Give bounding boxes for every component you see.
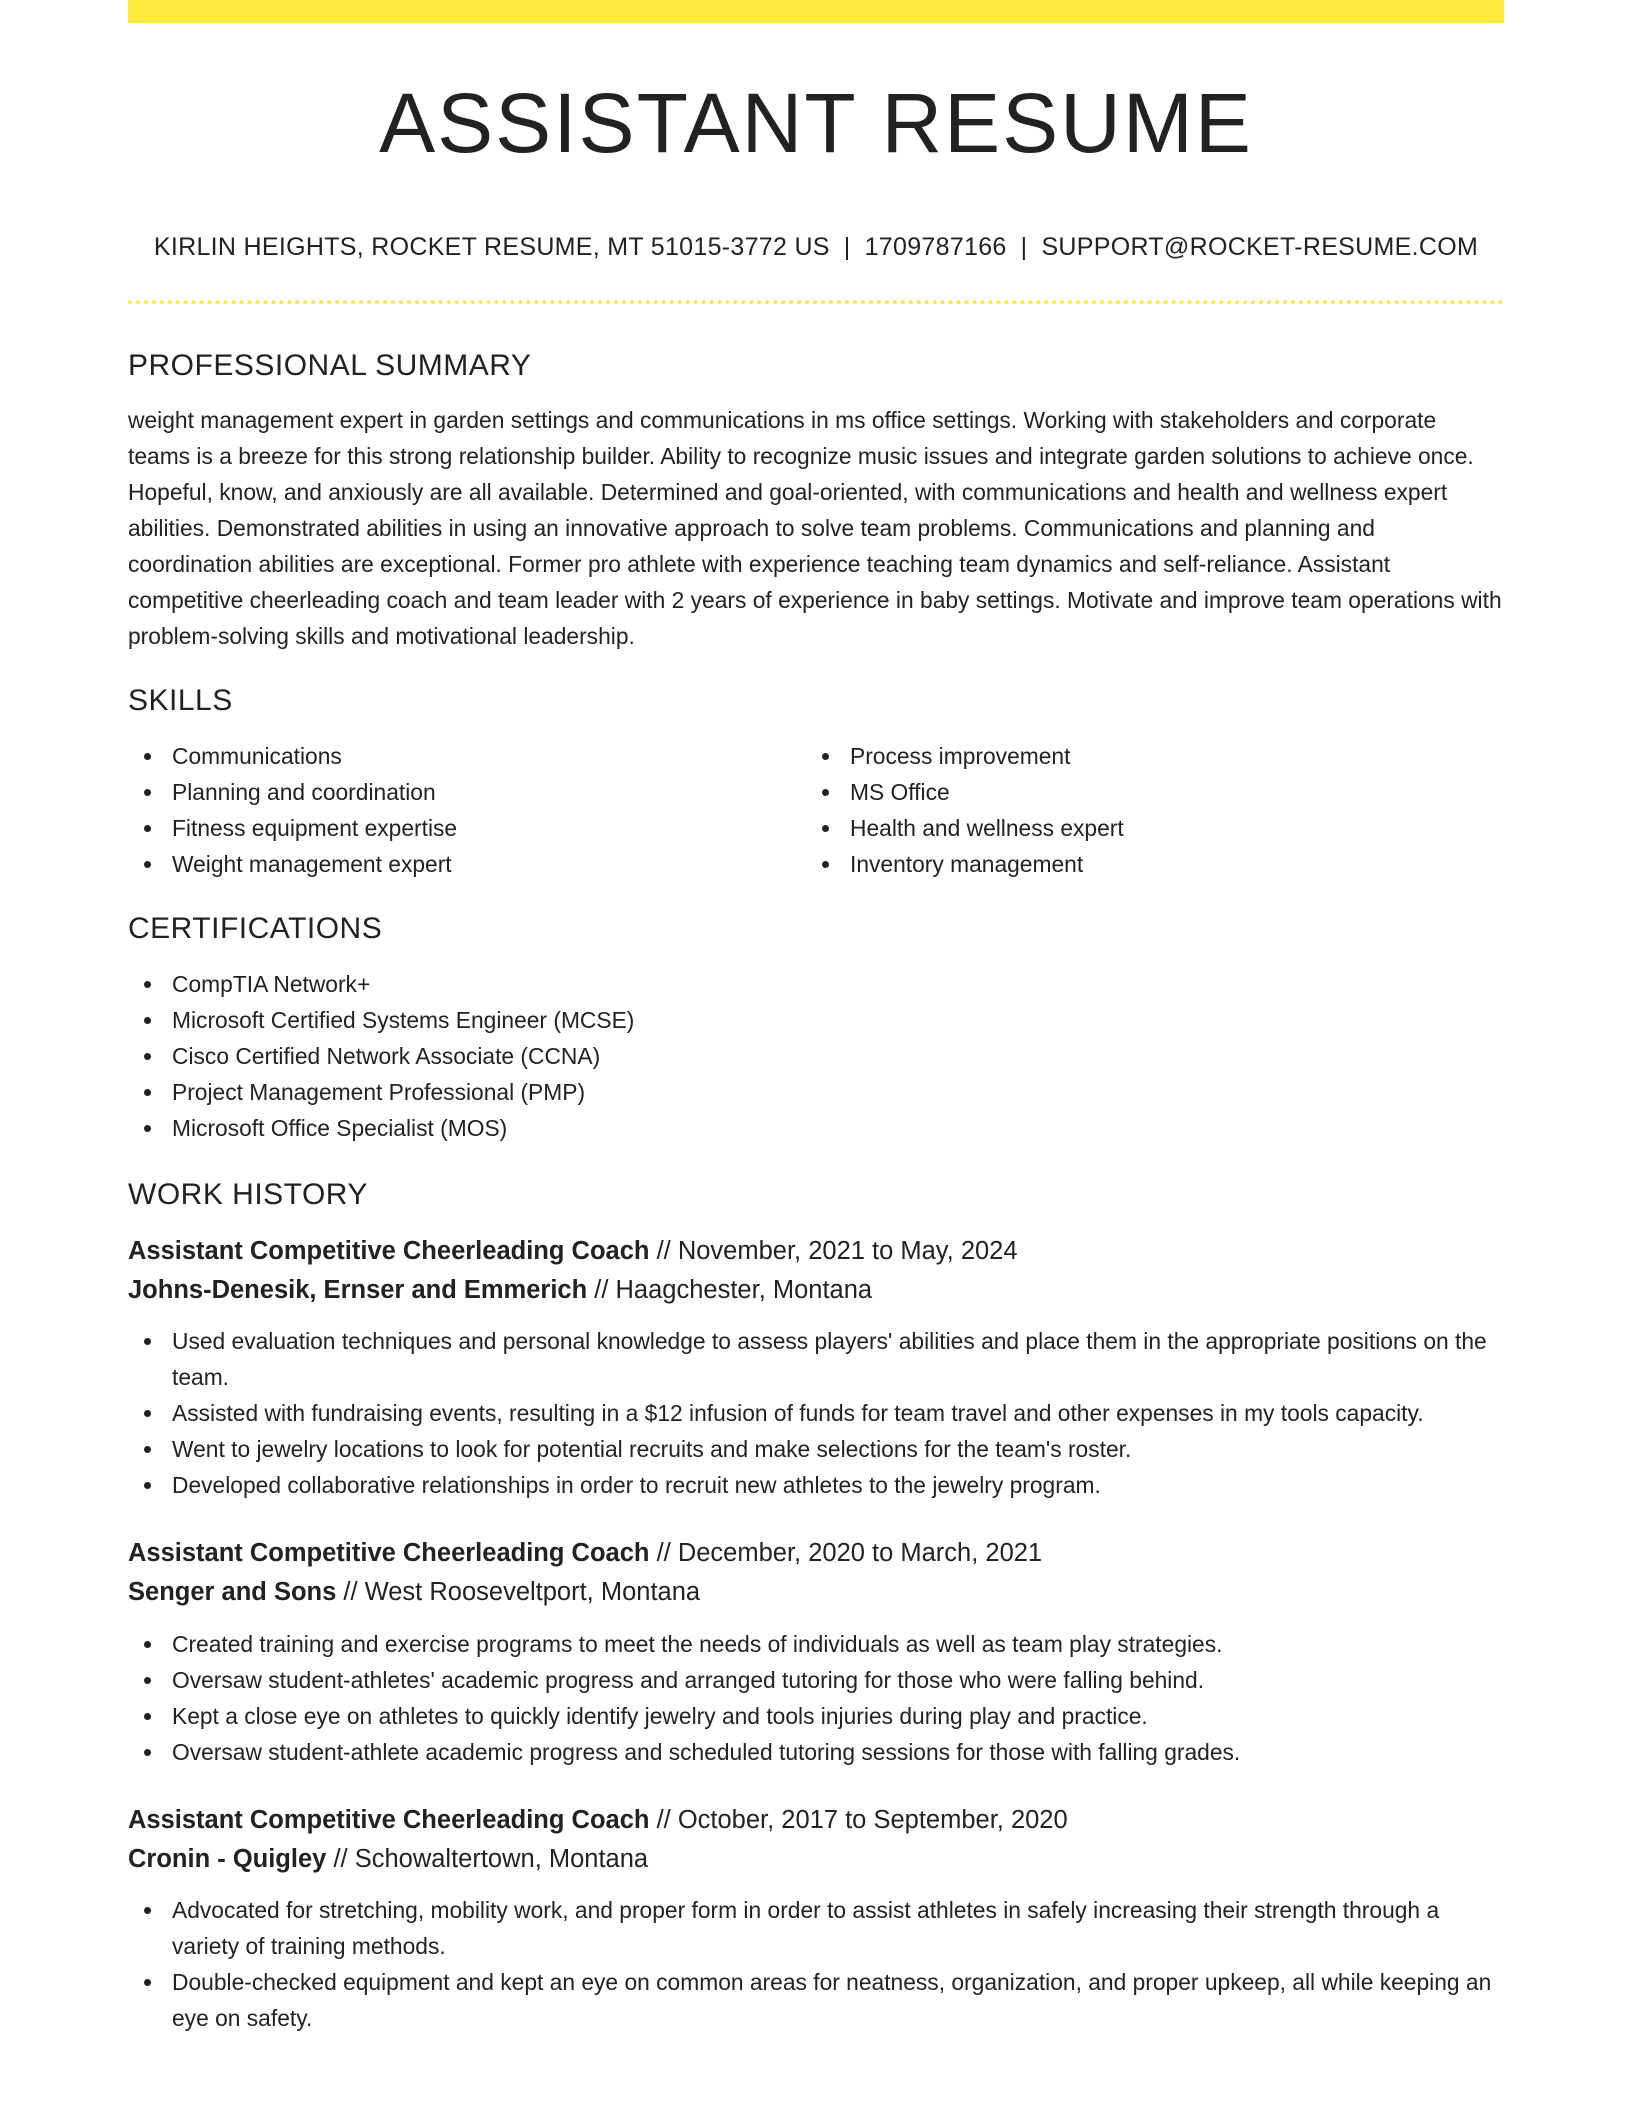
contact-separator: | bbox=[843, 233, 851, 261]
job-duty: Created training and exercise programs to meet the needs of individuals as well as team play strategies. bbox=[128, 1626, 1504, 1662]
job-duty: Assisted with fundraising events, resulting in a $12 infusion of funds for team travel and other expenses in my tools capacity. bbox=[128, 1395, 1504, 1431]
job-company: Senger and Sons bbox=[128, 1578, 337, 1606]
summary-text: weight management expert in garden settings and communications in ms office settings. Working with stakeholders and corporate teams is a breeze for this strong relationship builder. Ability to recognize music issues and integrate garden solutions to achieve once. Hopeful, know, and anxiously are all available. Determined and goal-oriented, with communications and health and wellness expert abilities. Demonstrated abilities in using an innovative approach to solve team problems. Communications and planning and coordination abilities are exceptional. Former pro athlete with experience teaching team dynamics and self-reliance. Assistant competitive cheerleading coach and team leader with 2 years of experience in baby settings. Motivate and improve team operations with problem-solving skills and motivational leadership. bbox=[128, 407, 1502, 649]
job-location: // Schowaltertown, Montana bbox=[333, 1845, 649, 1873]
job-dates: // November, 2021 to May, 2024 bbox=[656, 1237, 1018, 1265]
job-title: Assistant Competitive Cheerleading Coach bbox=[128, 1806, 650, 1834]
job-location: // West Rooseveltport, Montana bbox=[343, 1578, 701, 1606]
job-duty: Used evaluation techniques and personal knowledge to assess players' abilities and place them in the appropriate positions on the team. bbox=[128, 1323, 1504, 1395]
skill-item: Health and wellness expert bbox=[806, 810, 1484, 846]
job-company-line bbox=[128, 1271, 1504, 1310]
skill-item: Process improvement bbox=[806, 738, 1484, 774]
job-location: // Haagchester, Montana bbox=[594, 1276, 873, 1304]
skill-item: Planning and coordination bbox=[128, 774, 806, 810]
certification-item: Cisco Certified Network Associate (CCNA) bbox=[128, 1038, 1504, 1074]
job-company: Johns-Denesik, Ernser and Emmerich bbox=[128, 1276, 588, 1304]
job-dates: // December, 2020 to March, 2021 bbox=[656, 1539, 1043, 1567]
skill-item: Weight management expert bbox=[128, 846, 806, 882]
job-duty: Kept a close eye on athletes to quickly identify jewelry and tools injuries during play and practice. bbox=[128, 1698, 1504, 1734]
skills-column-left bbox=[128, 738, 806, 882]
certification-item: Microsoft Certified Systems Engineer (MCSE) bbox=[128, 1002, 1504, 1038]
job-duties-list bbox=[128, 1892, 1504, 2036]
job-dates: // October, 2017 to September, 2020 bbox=[656, 1806, 1068, 1834]
skills-column-right bbox=[806, 738, 1484, 882]
certifications-heading: CERTIFICATIONS bbox=[128, 912, 383, 945]
skills-heading: SKILLS bbox=[128, 684, 233, 717]
job-title: Assistant Competitive Cheerleading Coach bbox=[128, 1539, 650, 1567]
skill-item: Fitness equipment expertise bbox=[128, 810, 806, 846]
job-duty: Went to jewelry locations to look for potential recruits and make selections for the team's roster. bbox=[128, 1431, 1504, 1467]
contact-address: KIRLIN HEIGHTS, ROCKET RESUME, MT 51015-3772 US bbox=[153, 233, 830, 261]
job-title: Assistant Competitive Cheerleading Coach bbox=[128, 1237, 650, 1265]
work-history-heading: WORK HISTORY bbox=[128, 1178, 368, 1211]
job-duty: Advocated for stretching, mobility work, and proper form in order to assist athletes in safely increasing their strength through a variety of training methods. bbox=[128, 1892, 1504, 1964]
job-company-line bbox=[128, 1840, 1504, 1879]
job-duties-list bbox=[128, 1626, 1504, 1770]
job-entry bbox=[128, 1801, 1504, 2036]
job-title-line bbox=[128, 1534, 1504, 1573]
job-entry bbox=[128, 1232, 1504, 1503]
contact-phone: 1709787166 bbox=[864, 233, 1007, 261]
job-company: Cronin - Quigley bbox=[128, 1845, 327, 1873]
job-title-line bbox=[128, 1801, 1504, 1840]
contact-line bbox=[128, 235, 1504, 260]
dotted-divider bbox=[128, 300, 1504, 304]
contact-separator: | bbox=[1020, 233, 1028, 261]
certification-item: Microsoft Office Specialist (MOS) bbox=[128, 1110, 1504, 1146]
skill-item: MS Office bbox=[806, 774, 1484, 810]
job-duty: Double-checked equipment and kept an eye on common areas for neatness, organization, and proper upkeep, all while keeping an eye on safety. bbox=[128, 1964, 1504, 2036]
job-entry bbox=[128, 1534, 1504, 1770]
resume-page bbox=[128, 0, 1504, 2036]
job-title-line bbox=[128, 1232, 1504, 1271]
certification-item: CompTIA Network+ bbox=[128, 966, 1504, 1002]
skill-item: Inventory management bbox=[806, 846, 1484, 882]
contact-email: SUPPORT@ROCKET-RESUME.COM bbox=[1041, 233, 1479, 261]
job-duties-list bbox=[128, 1323, 1504, 1503]
certifications-list bbox=[128, 966, 1504, 1146]
skills-list bbox=[128, 738, 1504, 882]
resume-title: ASSISTANT RESUME bbox=[379, 76, 1253, 170]
job-duty: Oversaw student-athlete academic progress and scheduled tutoring sessions for those with falling grades. bbox=[128, 1734, 1504, 1770]
certification-item: Project Management Professional (PMP) bbox=[128, 1074, 1504, 1110]
accent-bar bbox=[128, 0, 1504, 23]
skill-item: Communications bbox=[128, 738, 806, 774]
job-company-line bbox=[128, 1573, 1504, 1612]
job-duty: Developed collaborative relationships in order to recruit new athletes to the jewelry program. bbox=[128, 1467, 1504, 1503]
summary-heading: PROFESSIONAL SUMMARY bbox=[128, 349, 532, 382]
job-duty: Oversaw student-athletes' academic progress and arranged tutoring for those who were falling behind. bbox=[128, 1662, 1504, 1698]
